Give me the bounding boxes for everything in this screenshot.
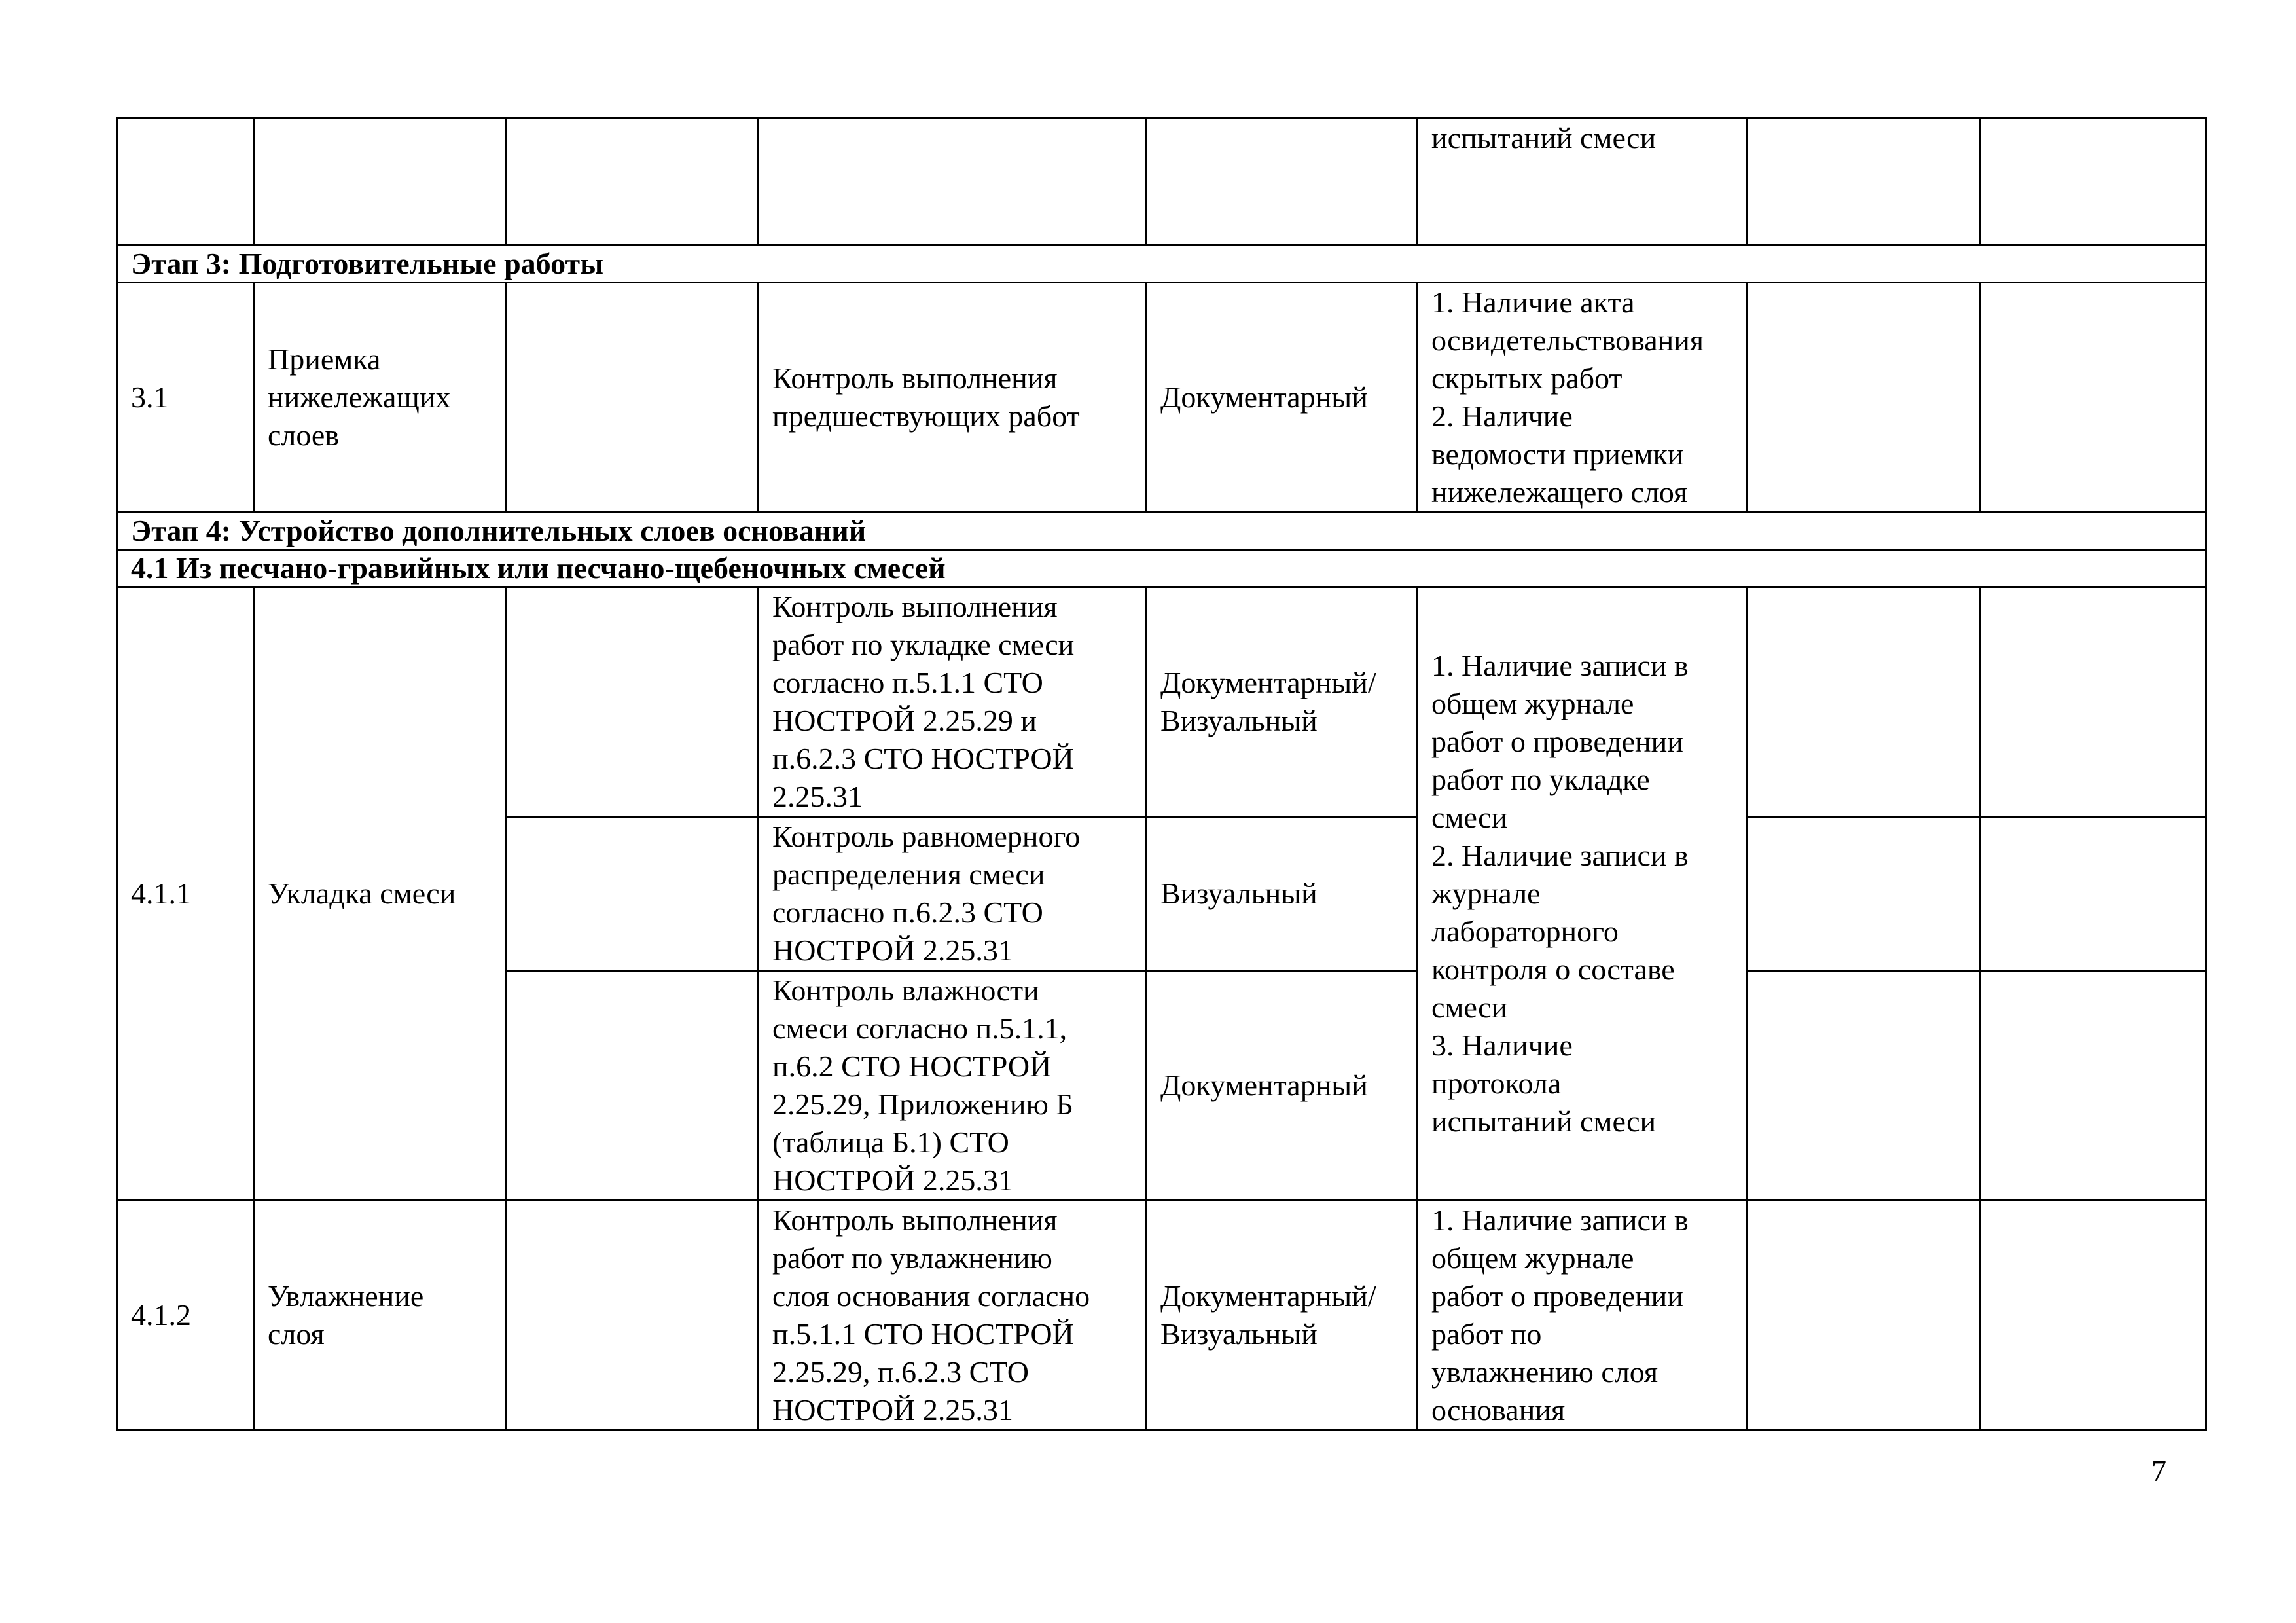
table-row-continuation <box>117 119 2206 246</box>
cell-result: испытаний смеси <box>1418 119 1748 246</box>
stage-4-header: Этап 4: Устройство дополнительных слоев оснований <box>117 513 2206 550</box>
cell-method <box>1147 119 1418 246</box>
cell-empty-1 <box>1748 1201 1980 1431</box>
cell-subject <box>506 119 759 246</box>
cell-result: 1. Наличие записи в общем журнале работ о проведении работ по увлажнению слоя основания <box>1418 1201 1748 1431</box>
cell-number: 4.1.1 <box>117 587 254 1201</box>
table-row-4-1-2 <box>117 1201 2206 1431</box>
table-row-4-1-1-a <box>117 587 2206 817</box>
cell-control: Контроль выполнения работ по увлажнению слоя основания согласно п.5.1.1 СТО НОСТРОЙ 2.25.29, п.6.2.3 СТО НОСТРОЙ 2.25.31 <box>759 1201 1147 1431</box>
cell-control: Контроль влажности смеси согласно п.5.1.1, п.6.2 СТО НОСТРОЙ 2.25.29, Приложению Б (таблица Б.1) СТО НОСТРОЙ 2.25.31 <box>759 971 1147 1201</box>
cell-method: Документарный <box>1147 971 1418 1201</box>
page-number: 7 <box>2151 1454 2166 1487</box>
cell-empty-2 <box>1980 817 2206 971</box>
cell-method: Документарный/ Визуальный <box>1147 1201 1418 1431</box>
cell-name: Укладка смеси <box>254 587 506 1201</box>
cell-control: Контроль равномерного распределения смеси согласно п.6.2.3 СТО НОСТРОЙ 2.25.31 <box>759 817 1147 971</box>
cell-method: Документарный/ Визуальный <box>1147 587 1418 817</box>
subsection-4-1-header: 4.1 Из песчано-гравийных или песчано-щебеночных смесей <box>117 550 2206 587</box>
cell-control <box>759 119 1147 246</box>
cell-subject <box>506 971 759 1201</box>
cell-empty-2 <box>1980 587 2206 817</box>
cell-empty-1 <box>1748 817 1980 971</box>
cell-number: 3.1 <box>117 283 254 513</box>
cell-name <box>254 119 506 246</box>
cell-subject <box>506 283 759 513</box>
table-row-3-1 <box>117 283 2206 513</box>
cell-subject <box>506 587 759 817</box>
cell-empty-1 <box>1748 587 1980 817</box>
cell-result: 1. Наличие записи в общем журнале работ о проведении работ по укладке смеси 2. Наличие записи в журнале лабораторного контроля о составе смеси 3. Наличие протокола испытаний смеси <box>1418 587 1748 1201</box>
cell-control: Контроль выполнения работ по укладке смеси согласно п.5.1.1 СТО НОСТРОЙ 2.25.29 и п.6.2.3 СТО НОСТРОЙ 2.25.31 <box>759 587 1147 817</box>
subsection-header-row <box>117 550 2206 587</box>
cell-empty-1 <box>1748 283 1980 513</box>
cell-control: Контроль выполнения предшествующих работ <box>759 283 1147 513</box>
cell-number: 4.1.2 <box>117 1201 254 1431</box>
cell-empty-2 <box>1980 971 2206 1201</box>
control-table <box>116 117 2207 1431</box>
cell-name: Приемка нижележащих слоев <box>254 283 506 513</box>
stage-header-row <box>117 513 2206 550</box>
cell-empty-2 <box>1980 283 2206 513</box>
cell-subject <box>506 817 759 971</box>
cell-empty-2 <box>1980 119 2206 246</box>
cell-empty-1 <box>1748 971 1980 1201</box>
stage-header-row <box>117 246 2206 283</box>
cell-name: Увлажнение слоя <box>254 1201 506 1431</box>
cell-number <box>117 119 254 246</box>
cell-result: 1. Наличие акта освидетельствования скрытых работ 2. Наличие ведомости приемки нижележащего слоя <box>1418 283 1748 513</box>
cell-empty-1 <box>1748 119 1980 246</box>
stage-3-header: Этап 3: Подготовительные работы <box>117 246 2206 283</box>
cell-method: Документарный <box>1147 283 1418 513</box>
cell-empty-2 <box>1980 1201 2206 1431</box>
cell-method: Визуальный <box>1147 817 1418 971</box>
cell-subject <box>506 1201 759 1431</box>
